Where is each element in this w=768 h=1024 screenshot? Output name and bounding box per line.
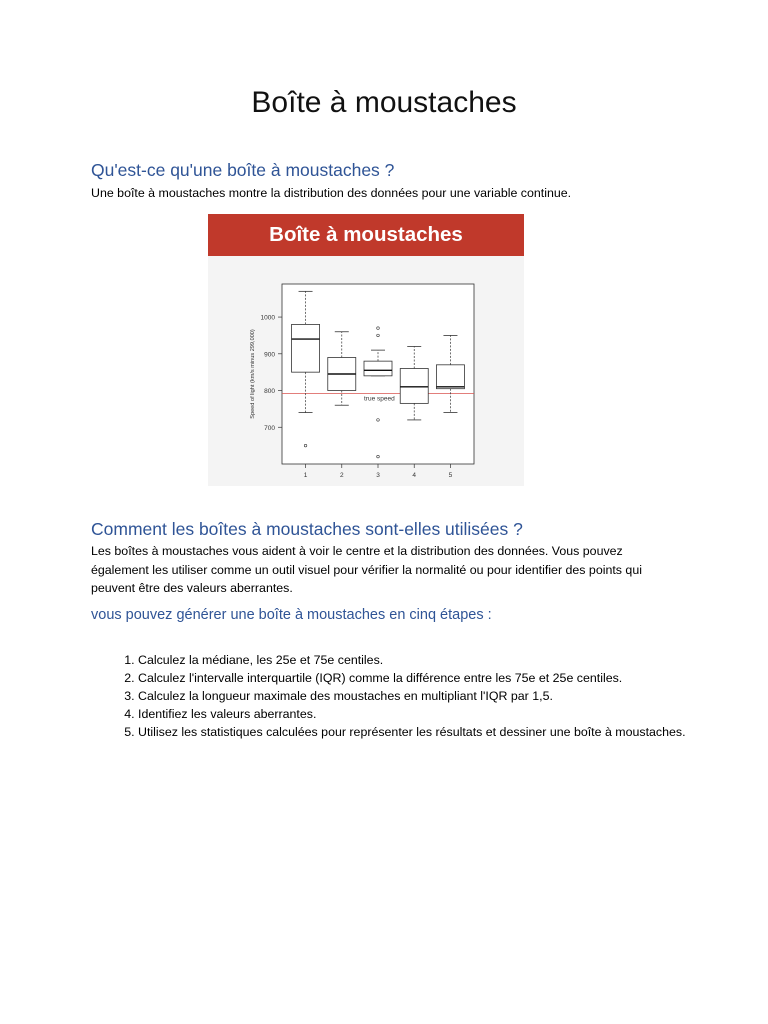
section-text-how: Les boîtes à moustaches vous aident à voir le centre et la distribution des données. Vous pouvez également les utiliser comme un outil visuel pour vérifier la normalité ou pour identifier des points qui peuvent être des valeurs aberrantes. (91, 544, 642, 595)
y-tick-label: 1000 (260, 314, 275, 322)
x-tick-label: 5 (448, 472, 453, 479)
list-item: 2. Calculez l'intervalle interquartile (IQR) comme la différence entre les 75e et 25e centiles. (138, 669, 698, 687)
steps-list (91, 651, 698, 741)
y-tick-label: 900 (264, 351, 275, 359)
y-tick-label: 800 (264, 388, 275, 396)
section-heading-what: Qu'est-ce qu'une boîte à moustaches ? (91, 160, 395, 180)
x-tick-label: 1 (303, 472, 308, 479)
x-tick-label: 2 (339, 472, 344, 479)
box-iqr (436, 365, 464, 389)
list-item: 1. Calculez la médiane, les 25e et 75e centiles. (138, 651, 698, 669)
steps-intro: vous pouvez générer une boîte à moustaches en cinq étapes : (91, 607, 492, 623)
x-tick-label: 4 (412, 472, 417, 479)
x-tick-label: 3 (376, 472, 380, 479)
list-item: 3. Calculez la longueur maximale des moustaches en multipliant l'IQR par 1,5. (138, 687, 698, 705)
boxplot-figure (208, 214, 524, 486)
list-item: 4. Identifiez les valeurs aberrantes. (138, 705, 698, 723)
box-iqr (400, 368, 428, 403)
page-title: Boîte à moustaches (251, 86, 517, 119)
figure-banner: Boîte à moustaches (208, 214, 524, 256)
list-item: 5. Utilisez les statistiques calculées pour représenter les résultats et dessiner une boîte à moustaches. (138, 723, 698, 741)
box-iqr (364, 361, 392, 376)
section-text-what: Une boîte à moustaches montre la distribution des données pour une variable continue. (91, 186, 572, 200)
boxplot-chart (208, 256, 524, 486)
true-speed-label: true speed (364, 395, 395, 403)
section-heading-how: Comment les boîtes à moustaches sont-elles utilisées ? (91, 519, 523, 539)
y-tick-label: 700 (264, 424, 275, 432)
box-iqr (292, 324, 320, 372)
y-axis-label: Speed of light (km/s minus 299,000) (250, 329, 256, 419)
